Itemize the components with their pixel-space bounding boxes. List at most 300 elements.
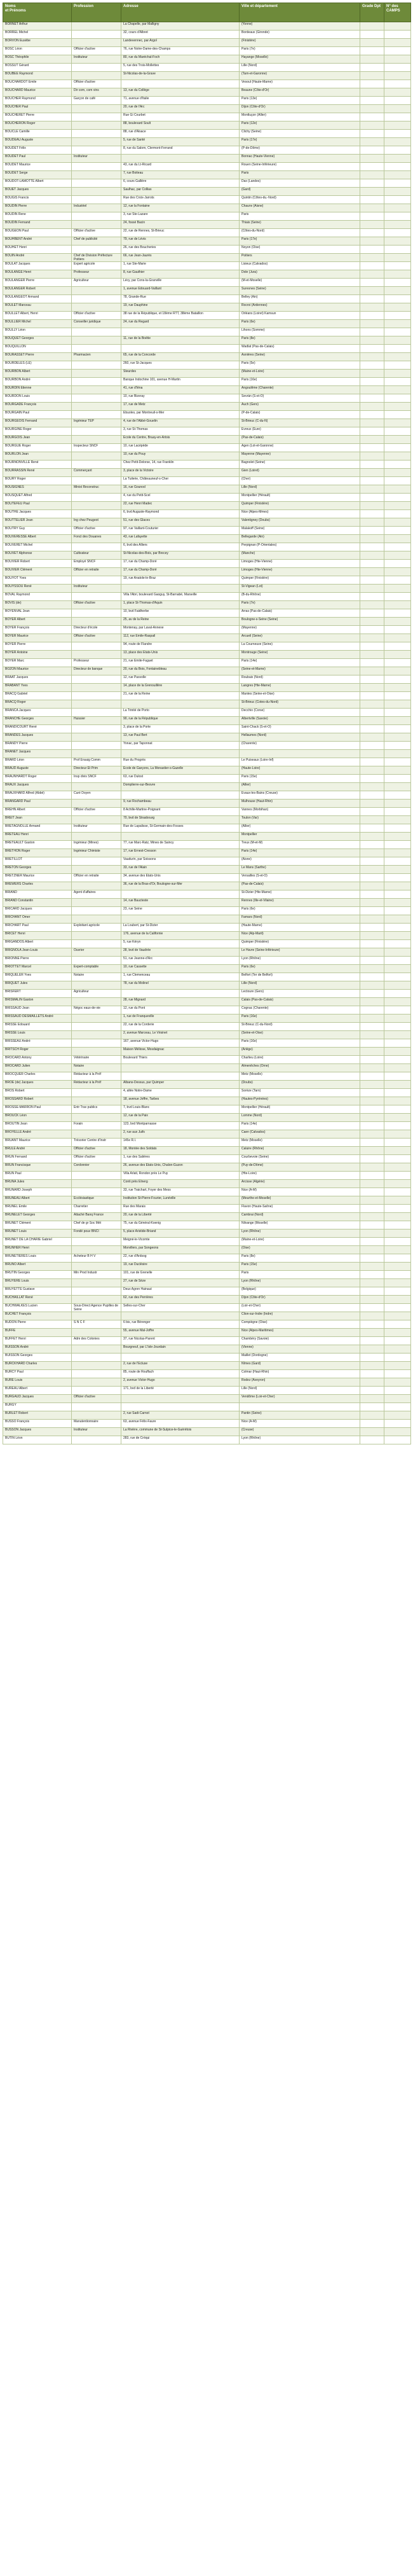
cell-name: BOUGEON Paul bbox=[3, 229, 72, 237]
cell-grade bbox=[360, 64, 384, 72]
table-row bbox=[3, 88, 411, 97]
table-row bbox=[3, 31, 411, 39]
cell-address bbox=[121, 1403, 240, 1411]
cell-address: St-Nicolas-de-la-Grave bbox=[121, 72, 240, 80]
cell-profession bbox=[72, 1039, 121, 1048]
cell-city: Paris (14e) bbox=[240, 849, 360, 857]
cell-profession bbox=[72, 1378, 121, 1387]
cell-address: Domplierre-sur-Besvre bbox=[121, 783, 240, 791]
cell-city: Hayange (Moselle) bbox=[240, 55, 360, 64]
cell-camps bbox=[384, 824, 411, 833]
cell-address: St-Nicolas-des-Bois, par Brecey bbox=[121, 551, 240, 560]
cell-name: BUSSO François bbox=[3, 1420, 72, 1428]
cell-city: La Courneuve (Seine) bbox=[240, 642, 360, 651]
cell-camps bbox=[384, 196, 411, 204]
table-row bbox=[3, 1023, 411, 1031]
cell-address: Vaudurin, par Soissons bbox=[121, 857, 240, 866]
cell-profession bbox=[72, 1048, 121, 1056]
cell-address: 25, av de la Reine bbox=[121, 618, 240, 626]
cell-name: BOUCHERON Roger bbox=[3, 121, 72, 130]
cell-grade bbox=[360, 1056, 384, 1064]
cell-address: 62, rue des Perrières bbox=[121, 1296, 240, 1304]
cell-address: La Loubert, par St-Dizier bbox=[121, 924, 240, 932]
cell-address: 3, rue St-Thomas bbox=[121, 427, 240, 436]
cell-address bbox=[121, 890, 240, 899]
cell-name: BOUCHERET Pierre bbox=[3, 113, 72, 121]
table-row bbox=[3, 1196, 411, 1205]
cell-grade bbox=[360, 55, 384, 64]
cell-camps bbox=[384, 1329, 411, 1337]
cell-city: Paris (5e) bbox=[240, 361, 360, 370]
cell-camps bbox=[384, 1345, 411, 1354]
cell-grade bbox=[360, 262, 384, 270]
cell-address: 8, rue Gauthier bbox=[121, 270, 240, 279]
cell-city: Dijon (Côte-d'Or) bbox=[240, 1296, 360, 1304]
cell-profession: Sous-Direct Agence Pupilles de Seine bbox=[72, 1304, 121, 1312]
cell-grade bbox=[360, 849, 384, 857]
cell-city: (Gard) bbox=[240, 188, 360, 196]
cell-camps bbox=[384, 1370, 411, 1378]
table-row bbox=[3, 204, 411, 212]
cell-grade bbox=[360, 31, 384, 39]
header-profession: Profession bbox=[72, 3, 121, 22]
table-row bbox=[3, 775, 411, 783]
cell-name: BOURLON Jean bbox=[3, 452, 72, 460]
cell-camps bbox=[384, 642, 411, 651]
cell-grade bbox=[360, 444, 384, 452]
table-row bbox=[3, 659, 411, 667]
cell-grade bbox=[360, 981, 384, 990]
cell-profession bbox=[72, 105, 121, 113]
cell-grade bbox=[360, 155, 384, 163]
table-row bbox=[3, 899, 411, 907]
cell-camps bbox=[384, 1006, 411, 1014]
cell-city: Rouen (Seine-Inférieure) bbox=[240, 163, 360, 171]
cell-camps bbox=[384, 816, 411, 824]
cell-address: 88, rue d'Alsace bbox=[121, 130, 240, 138]
cell-name: BREHN Albert bbox=[3, 808, 72, 816]
cell-profession: Professeur bbox=[72, 659, 121, 667]
cell-address: 3, rue Ste-Lazare bbox=[121, 212, 240, 221]
cell-camps bbox=[384, 717, 411, 725]
cell-profession: Officier d'active bbox=[72, 47, 121, 55]
cell-profession bbox=[72, 609, 121, 618]
table-row bbox=[3, 924, 411, 932]
cell-grade bbox=[360, 510, 384, 518]
cell-profession bbox=[72, 618, 121, 626]
cell-profession: Instituteur bbox=[72, 1428, 121, 1436]
cell-name: BURCY Paul bbox=[3, 1370, 72, 1378]
cell-camps bbox=[384, 336, 411, 345]
cell-profession bbox=[72, 138, 121, 146]
cell-grade bbox=[360, 1039, 384, 1048]
cell-name: BRAUNHARDT Roger bbox=[3, 775, 72, 783]
cell-camps bbox=[384, 1254, 411, 1263]
cell-grade bbox=[360, 1205, 384, 1213]
cell-camps bbox=[384, 212, 411, 221]
table-row bbox=[3, 1287, 411, 1296]
cell-address: 19, rue Anatole-le-Braz bbox=[121, 576, 240, 585]
cell-name: BOUCLE Camille bbox=[3, 130, 72, 138]
table-row bbox=[3, 981, 411, 990]
cell-name: BRANCHE Georges bbox=[3, 717, 72, 725]
cell-grade bbox=[360, 386, 384, 394]
cell-grade bbox=[360, 1064, 384, 1072]
cell-grade bbox=[360, 427, 384, 436]
cell-name: BOURASSET Pierre bbox=[3, 353, 72, 361]
cell-camps bbox=[384, 1320, 411, 1329]
cell-name: BOURGUE Roger bbox=[3, 444, 72, 452]
cell-name: BRIQUELER Yves bbox=[3, 973, 72, 981]
cell-camps bbox=[384, 725, 411, 733]
cell-profession bbox=[72, 403, 121, 411]
cell-camps bbox=[384, 1163, 411, 1172]
cell-city: Lille (Nord) bbox=[240, 981, 360, 990]
cell-name: BOUDIN Pierre bbox=[3, 204, 72, 212]
cell-address: 1, avenue Édouard-Vaillant bbox=[121, 287, 240, 295]
cell-camps bbox=[384, 667, 411, 675]
cell-grade bbox=[360, 1304, 384, 1312]
table-row bbox=[3, 1089, 411, 1097]
cell-camps bbox=[384, 113, 411, 121]
cell-address: 13, rue du Collège bbox=[121, 88, 240, 97]
cell-city: Paris bbox=[240, 212, 360, 221]
cell-address bbox=[121, 1395, 240, 1403]
table-row bbox=[3, 1337, 411, 1345]
cell-city: Bellegarde (Ain) bbox=[240, 535, 360, 543]
cell-grade bbox=[360, 990, 384, 998]
cell-grade bbox=[360, 179, 384, 188]
cell-camps bbox=[384, 55, 411, 64]
cell-profession bbox=[72, 212, 121, 221]
cell-name: BRISMALIN Gaston bbox=[3, 998, 72, 1006]
cell-grade bbox=[360, 138, 384, 146]
cell-camps bbox=[384, 1105, 411, 1114]
cell-grade bbox=[360, 1362, 384, 1370]
cell-address: 10, bvd Faidherbe bbox=[121, 609, 240, 618]
cell-city: Paris (14e) bbox=[240, 659, 360, 667]
cell-camps bbox=[384, 998, 411, 1006]
cell-city: (Hte-Loire) bbox=[240, 1172, 360, 1180]
cell-address: 14, rue Baucteste bbox=[121, 899, 240, 907]
cell-city: Clion-sur-Indre (Indre) bbox=[240, 1312, 360, 1320]
cell-profession bbox=[72, 22, 121, 31]
cell-grade bbox=[360, 857, 384, 866]
table-row bbox=[3, 1263, 411, 1271]
cell-name: BOUDET Félix bbox=[3, 146, 72, 155]
cell-grade bbox=[360, 1246, 384, 1254]
table-row bbox=[3, 146, 411, 155]
cell-profession bbox=[72, 121, 121, 130]
cell-city: Belfort (Ter de Belfort) bbox=[240, 973, 360, 981]
cell-profession bbox=[72, 684, 121, 692]
cell-camps bbox=[384, 543, 411, 551]
cell-name: BRETON Georges bbox=[3, 866, 72, 874]
table-row bbox=[3, 494, 411, 502]
cell-profession: Directeur Et Prim bbox=[72, 766, 121, 775]
cell-profession bbox=[72, 39, 121, 47]
cell-name: BOUET Jacques bbox=[3, 188, 72, 196]
table-row bbox=[3, 833, 411, 841]
cell-city: St-Brieuc (C-du-N) bbox=[240, 419, 360, 427]
cell-name: BRUNELET Georges bbox=[3, 1213, 72, 1221]
cell-name: BRETILLOT bbox=[3, 857, 72, 866]
cell-grade bbox=[360, 626, 384, 634]
cell-name: BOVAL Raymond bbox=[3, 593, 72, 601]
table-row bbox=[3, 725, 411, 733]
cell-grade bbox=[360, 758, 384, 766]
cell-address: 4, rue du Petit-Scel bbox=[121, 494, 240, 502]
cell-profession: Pharmacien bbox=[72, 353, 121, 361]
cell-name: BOUHBENT André bbox=[3, 237, 72, 246]
cell-grade bbox=[360, 229, 384, 237]
cell-name: BOSC Théophile bbox=[3, 55, 72, 64]
cell-city: (Belgique) bbox=[240, 1287, 360, 1296]
cell-city: Agen (Lot-et-Garonne) bbox=[240, 444, 360, 452]
cell-profession bbox=[72, 957, 121, 965]
cell-profession: Chef de publicité bbox=[72, 237, 121, 246]
table-row bbox=[3, 1039, 411, 1048]
cell-address: Bourgneuf, par L'Isle-Jourdain bbox=[121, 1345, 240, 1354]
cell-city: Perpignan (P-Orientales) bbox=[240, 543, 360, 551]
cell-camps bbox=[384, 750, 411, 758]
table-row bbox=[3, 882, 411, 890]
cell-name: BOUTRY Guy bbox=[3, 527, 72, 535]
cell-name: BOUDEAU Auguste bbox=[3, 138, 72, 146]
header-city: Ville et département bbox=[240, 3, 360, 22]
cell-profession bbox=[72, 543, 121, 551]
cell-name: BOUVET Alphonse bbox=[3, 551, 72, 560]
cell-name: BOUBEE Raymond bbox=[3, 72, 72, 80]
cell-city: Decchio (Corse) bbox=[240, 709, 360, 717]
cell-grade bbox=[360, 1221, 384, 1229]
cell-camps bbox=[384, 733, 411, 742]
cell-camps bbox=[384, 221, 411, 229]
cell-name: BOUCHARDOT Émile bbox=[3, 80, 72, 88]
table-row bbox=[3, 1387, 411, 1395]
cell-camps bbox=[384, 403, 411, 411]
table-row bbox=[3, 1213, 411, 1221]
cell-name: BRISFERT bbox=[3, 990, 72, 998]
cell-profession bbox=[72, 1411, 121, 1420]
cell-camps bbox=[384, 254, 411, 262]
cell-profession bbox=[72, 1296, 121, 1304]
cell-name: BREWERS Charles bbox=[3, 882, 72, 890]
cell-name: BOUVERESSE Albert bbox=[3, 535, 72, 543]
cell-camps bbox=[384, 1296, 411, 1304]
table-row bbox=[3, 452, 411, 460]
cell-name: BOYENVAL Jean bbox=[3, 609, 72, 618]
cell-camps bbox=[384, 783, 411, 791]
table-row bbox=[3, 163, 411, 171]
cell-grade bbox=[360, 1354, 384, 1362]
cell-profession: Ingénieur TEP bbox=[72, 419, 121, 427]
cell-city: Vendôme (Loir-et-Cher) bbox=[240, 1395, 360, 1403]
cell-name: BOUYSSOU René bbox=[3, 585, 72, 593]
cell-camps bbox=[384, 626, 411, 634]
cell-city: Vannes (Morbihan) bbox=[240, 808, 360, 816]
cell-profession bbox=[72, 221, 121, 229]
cell-profession bbox=[72, 857, 121, 866]
cell-name: BRIONNE Pierre bbox=[3, 957, 72, 965]
cell-address: Selles-sur-Cher bbox=[121, 1304, 240, 1312]
cell-name: BOULET Marceau bbox=[3, 303, 72, 312]
cell-profession bbox=[72, 675, 121, 684]
cell-address: 32, cours d'Albret bbox=[121, 31, 240, 39]
cell-camps bbox=[384, 890, 411, 899]
cell-name: BRETHON Roger bbox=[3, 849, 72, 857]
table-row bbox=[3, 1354, 411, 1362]
cell-profession bbox=[72, 1403, 121, 1411]
cell-city: (Côtes-du-Nord) bbox=[240, 229, 360, 237]
cell-grade bbox=[360, 957, 384, 965]
cell-city: Almenêches (Orne) bbox=[240, 1064, 360, 1072]
cell-city: Albertville (Savoie) bbox=[240, 717, 360, 725]
cell-profession: Négoc eaux-de-vie bbox=[72, 1006, 121, 1014]
cell-name: BRIGANDOS Albert bbox=[3, 940, 72, 948]
cell-grade bbox=[360, 212, 384, 221]
cell-grade bbox=[360, 1196, 384, 1205]
cell-city: Évaux-les-Bains (Creuse) bbox=[240, 791, 360, 800]
cell-address: 33, rue de l'Alain bbox=[121, 866, 240, 874]
cell-name: BOYER Albert bbox=[3, 618, 72, 626]
cell-profession bbox=[72, 915, 121, 924]
cell-grade bbox=[360, 47, 384, 55]
table-row bbox=[3, 1056, 411, 1064]
cell-name: BRUYETTE Gustave bbox=[3, 1287, 72, 1296]
cell-grade bbox=[360, 1155, 384, 1163]
cell-city: Quimper (Finistère) bbox=[240, 502, 360, 510]
cell-city: (Puy-de-Dôme) bbox=[240, 1163, 360, 1172]
cell-name: BROSSE-MARRON Paul bbox=[3, 1105, 72, 1114]
table-row bbox=[3, 527, 411, 535]
cell-profession: Notaire bbox=[72, 973, 121, 981]
cell-camps bbox=[384, 502, 411, 510]
cell-profession bbox=[72, 1246, 121, 1254]
cell-camps bbox=[384, 1056, 411, 1064]
cell-city: Famars (Nord) bbox=[240, 915, 360, 924]
cell-profession: Garçon de café bbox=[72, 97, 121, 105]
cell-camps bbox=[384, 700, 411, 709]
cell-profession bbox=[72, 1097, 121, 1105]
cell-city: Limoges (Hte-Vienne) bbox=[240, 560, 360, 568]
cell-city: Paris (6e) bbox=[240, 907, 360, 915]
table-row bbox=[3, 1403, 411, 1411]
cell-grade bbox=[360, 1287, 384, 1296]
cell-grade bbox=[360, 684, 384, 692]
cell-grade bbox=[360, 502, 384, 510]
cell-name: BOUQUET Georges bbox=[3, 336, 72, 345]
cell-camps bbox=[384, 295, 411, 303]
cell-profession: Industriel bbox=[72, 204, 121, 212]
cell-address: Albans-Dessus, par Quimper bbox=[121, 1081, 240, 1089]
cell-city: St-Dizier (Hte-Marne) bbox=[240, 890, 360, 899]
cell-name: BRUNHER Henri bbox=[3, 1246, 72, 1254]
cell-address: 18, Montée des Soldats bbox=[121, 1147, 240, 1155]
cell-camps bbox=[384, 1229, 411, 1238]
table-row bbox=[3, 667, 411, 675]
table-row bbox=[3, 1105, 411, 1114]
cell-profession: Officier d'active bbox=[72, 229, 121, 237]
cell-name: BOSSUT Gérard bbox=[3, 64, 72, 72]
cell-name: BOUCHER Paul bbox=[3, 105, 72, 113]
table-row bbox=[3, 97, 411, 105]
cell-profession bbox=[72, 882, 121, 890]
cell-grade bbox=[360, 1105, 384, 1114]
cell-profession bbox=[72, 1114, 121, 1122]
cell-address: 88, boulevard Soult bbox=[121, 121, 240, 130]
cell-address: 20, rue du Bois, Fontainebleau bbox=[121, 667, 240, 675]
cell-city: Nilvange (Moselle) bbox=[240, 1221, 360, 1229]
cell-profession bbox=[72, 981, 121, 990]
cell-grade bbox=[360, 394, 384, 403]
cell-city: Boulogne-s-Seine (Seine) bbox=[240, 618, 360, 626]
cell-camps bbox=[384, 766, 411, 775]
cell-camps bbox=[384, 709, 411, 717]
cell-address: 3, place de la Victoire bbox=[121, 469, 240, 477]
cell-camps bbox=[384, 1196, 411, 1205]
cell-city: Paris (6e) bbox=[240, 320, 360, 328]
cell-city: Dijon (Côte-d'Or) bbox=[240, 105, 360, 113]
table-row bbox=[3, 626, 411, 634]
cell-name: BOUHET Henri bbox=[3, 246, 72, 254]
cell-address: École de Garçons, La Monastier-s-Gazelle bbox=[121, 766, 240, 775]
cell-city: Paris (13e) bbox=[240, 97, 360, 105]
cell-grade bbox=[360, 1188, 384, 1196]
cell-profession: Entr Trav publics bbox=[72, 1105, 121, 1114]
cell-profession: Ouvrier bbox=[72, 948, 121, 957]
cell-profession: Officier d'active bbox=[72, 1147, 121, 1155]
cell-name: BRUANT Maurice bbox=[3, 1139, 72, 1147]
table-row bbox=[3, 39, 411, 47]
cell-address: 13, rue Paul Bert bbox=[121, 733, 240, 742]
cell-address: 63, rue Dulost bbox=[121, 775, 240, 783]
cell-city: Arras (Pas-de-Calais) bbox=[240, 609, 360, 618]
cell-name: BOSC Léon bbox=[3, 47, 72, 55]
cell-city: Montpellier bbox=[240, 833, 360, 841]
cell-city: Paris (17e) bbox=[240, 138, 360, 146]
table-row bbox=[3, 874, 411, 882]
cell-address: 6, cours Gallière bbox=[121, 179, 240, 188]
cell-name: BROS Robert bbox=[3, 1089, 72, 1097]
cell-city: (Allier) bbox=[240, 824, 360, 833]
cell-camps bbox=[384, 1188, 411, 1196]
cell-name: BOUDOT-LAMOTTE Albert bbox=[3, 179, 72, 188]
cell-address: 78, rue du Molinel bbox=[121, 981, 240, 990]
cell-profession: Officier d'active bbox=[72, 527, 121, 535]
cell-profession bbox=[72, 1370, 121, 1378]
cell-camps bbox=[384, 262, 411, 270]
cell-camps bbox=[384, 990, 411, 998]
cell-address: 2, avenue Victor-Hugo bbox=[121, 1378, 240, 1387]
cell-grade bbox=[360, 890, 384, 899]
cell-name: BOULANGE Henri bbox=[3, 270, 72, 279]
cell-profession: Acheteur B H V bbox=[72, 1254, 121, 1263]
cell-name: BOUDET Maurice bbox=[3, 163, 72, 171]
cell-address: 10, rue Cassette bbox=[121, 965, 240, 973]
cell-grade bbox=[360, 97, 384, 105]
table-row bbox=[3, 394, 411, 403]
cell-camps bbox=[384, 411, 411, 419]
table-row bbox=[3, 403, 411, 411]
cell-profession: Employé SNCF bbox=[72, 560, 121, 568]
cell-profession: Dir com, com vins bbox=[72, 88, 121, 97]
cell-name: BURLET Robert bbox=[3, 1411, 72, 1420]
cell-camps bbox=[384, 1081, 411, 1089]
table-row bbox=[3, 642, 411, 651]
table-row bbox=[3, 1271, 411, 1279]
cell-city: Quintin (Côtes-du.-Nord) bbox=[240, 196, 360, 204]
